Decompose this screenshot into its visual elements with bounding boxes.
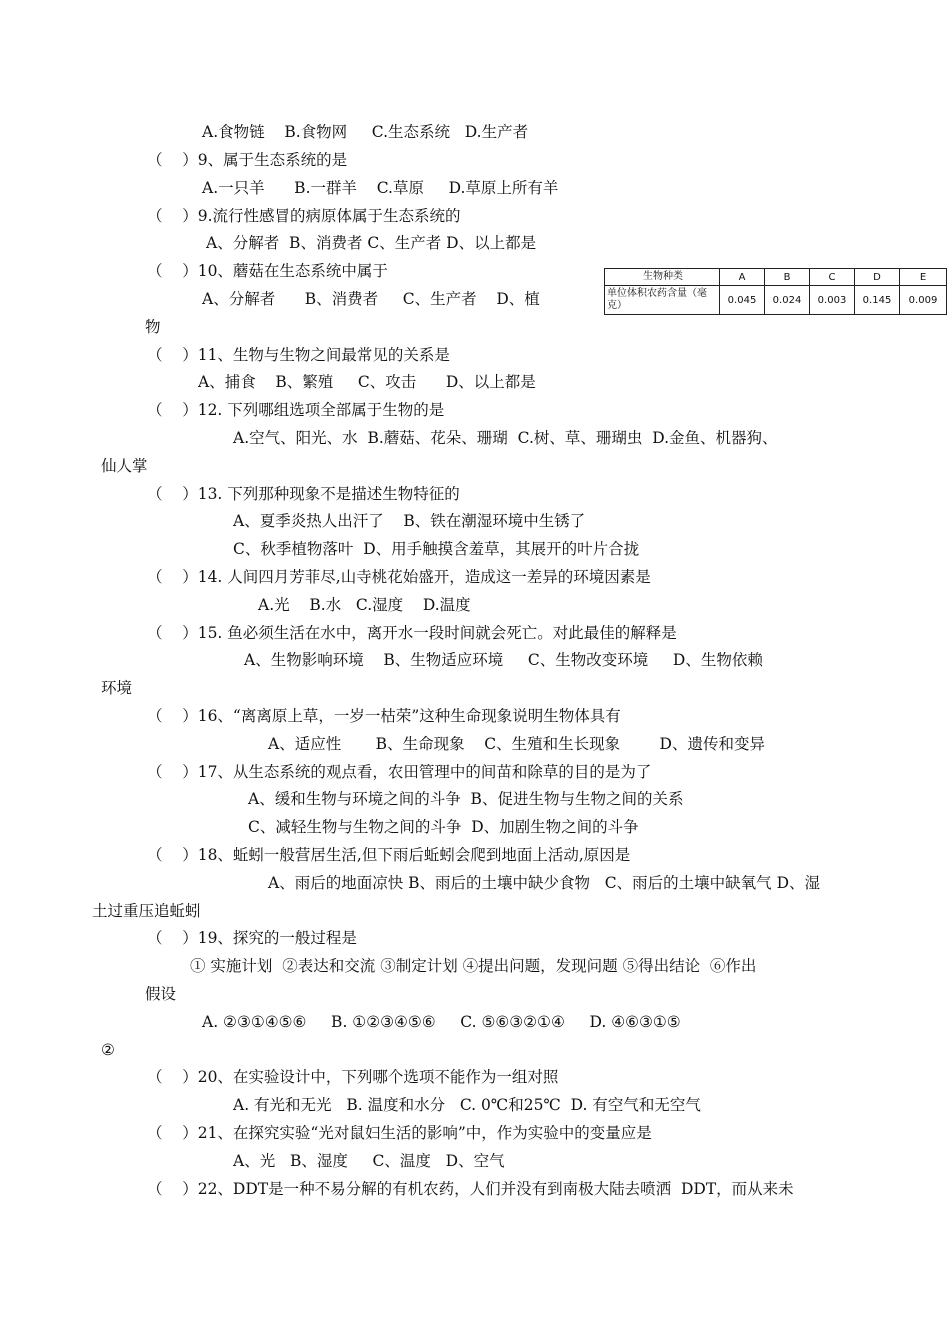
text-line: （ ）14. 人间四月芳菲尽,山寺桃花始盛开，造成这一差异的环境因素是 (147, 568, 651, 586)
table-cell: 0.045 (720, 286, 765, 315)
table-header-label: 生物种类 (605, 269, 720, 286)
table-header-row (605, 269, 947, 286)
text-line: （ ）9、属于生态系统的是 (147, 151, 348, 169)
text-line: A、分解者 B、消费者 C、生产者 D、以上都是 (206, 234, 537, 252)
text-line: 假设 (145, 985, 177, 1003)
text-line: A、捕食 B、繁殖 C、攻击 D、以上都是 (198, 373, 536, 391)
text-line: A、夏季炎热人出汗了 B、铁在潮湿环境中生锈了 (233, 512, 586, 530)
text-line: （ ）11、生物与生物之间最常见的关系是 (147, 346, 450, 364)
table-header-cell: D (855, 269, 900, 286)
text-line: C、秋季植物落叶 D、用手触摸含羞草，其展开的叶片合拢 (233, 540, 640, 558)
table-row (605, 286, 947, 315)
text-line: （ ）13. 下列那种现象不是描述生物特征的 (147, 485, 460, 503)
text-line: （ ）16、“离离原上草，一岁一枯荣”这种生命现象说明生物体具有 (147, 707, 621, 725)
text-line: （ ）21、在探究实验“光对鼠妇生活的影响”中，作为实验中的变量应是 (147, 1124, 652, 1142)
table-cell: 0.003 (810, 286, 855, 315)
text-line: （ ）19、探究的一般过程是 (147, 929, 357, 947)
table-header-cell: E (900, 269, 947, 286)
text-line: A、雨后的地面凉快 B、雨后的土壤中缺少食物 C、雨后的土壤中缺氧气 D、湿 (268, 874, 821, 892)
text-line: （ ）20、在实验设计中，下列哪个选项不能作为一组对照 (147, 1068, 559, 1086)
text-line: （ ）9.流行性感冒的病原体属于生态系统的 (147, 207, 461, 225)
table-cell: 0.024 (765, 286, 810, 315)
text-line: ② (101, 1041, 115, 1059)
text-line: （ ）22、DDT是一种不易分解的有机农药，人们并没有到南极大陆去喷洒 DDT，而从来未 (147, 1180, 794, 1198)
text-line: （ ）15. 鱼必须生活在水中，离开水一段时间就会死亡。对此最佳的解释是 (147, 624, 677, 642)
text-line: A、光 B、湿度 C、温度 D、空气 (233, 1152, 505, 1170)
text-line: A、缓和生物与环境之间的斗争 B、促进生物与生物之间的关系 (248, 790, 684, 808)
text-line: A.一只羊 B.一群羊 C.草原 D.草原上所有羊 (202, 179, 559, 197)
text-line: A、适应性 B、生命现象 C、生殖和生长现象 D、遗传和变异 (268, 735, 765, 753)
table-row-label: 单位体积农药含量（毫克） (605, 286, 720, 315)
table-header-cell: B (765, 269, 810, 286)
text-line: A.空气、阳光、水 B.蘑菇、花朵、珊瑚 C.树、草、珊瑚虫 D.金鱼、机器狗、 (233, 429, 778, 447)
table-header-cell: A (720, 269, 765, 286)
text-line: ① 实施计划 ②表达和交流 ③制定计划 ④提出问题，发现问题 ⑤得出结论 ⑥作出 (190, 957, 757, 975)
text-line: A.光 B.水 C.湿度 D.温度 (258, 596, 471, 614)
text-line: A. ②③①④⑤⑥ B. ①②③④⑤⑥ C. ⑤⑥③②①④ D. ④⑥③①⑤ (202, 1013, 681, 1031)
text-line: （ ）12. 下列哪组选项全部属于生物的是 (147, 401, 445, 419)
text-line: （ ）10、蘑菇在生态系统中属于 (147, 262, 388, 280)
text-line: A. 有光和无光 B. 温度和水分 C. 0℃和25℃ D. 有空气和无空气 (233, 1096, 701, 1114)
text-line: A、生物影响环境 B、生物适应环境 C、生物改变环境 D、生物依赖 (244, 651, 763, 669)
text-line: 仙人掌 (101, 457, 148, 475)
table-cell: 0.145 (855, 286, 900, 315)
text-line: 物 (145, 318, 161, 336)
pesticide-table (604, 268, 947, 315)
table-cell: 0.009 (900, 286, 947, 315)
text-line: 环境 (101, 679, 133, 697)
text-line: A.食物链 B.食物网 C.生态系统 D.生产者 (202, 123, 529, 141)
text-line: （ ）17、从生态系统的观点看，农田管理中的间苗和除草的目的是为了 (147, 763, 652, 781)
text-line: （ ）18、蚯蚓一般营居生活,但下雨后蚯蚓会爬到地面上活动,原因是 (147, 846, 631, 864)
table-header-cell: C (810, 269, 855, 286)
text-line: 土过重压追蚯蚓 (92, 902, 201, 920)
text-line: A、分解者 B、消费者 C、生产者 D、植 (202, 290, 540, 308)
text-line: C、减轻生物与生物之间的斗争 D、加剧生物之间的斗争 (248, 818, 639, 836)
